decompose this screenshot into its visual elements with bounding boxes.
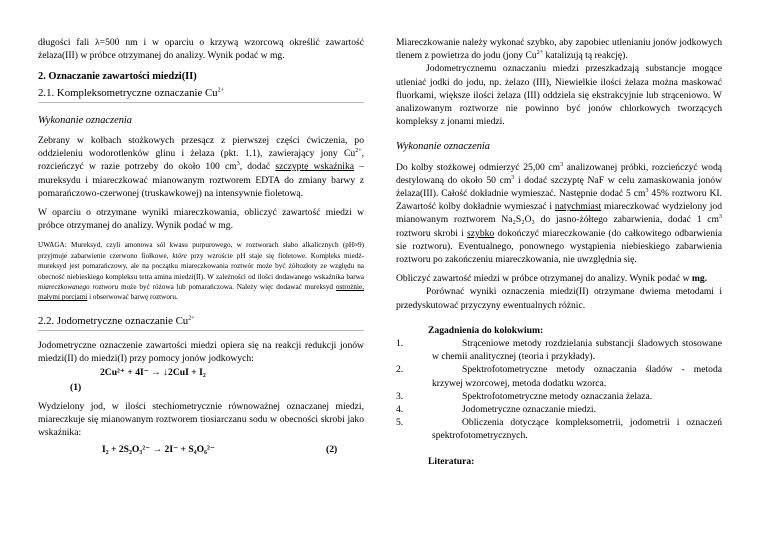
r3-underlined-1: natychmiast: [554, 201, 602, 213]
r4-a: Obliczyć zawartość miedzi w próbce otrzymanej do analizy. Wynik podać w: [396, 273, 692, 285]
questions-heading: Zagadnienia do kolokwium:: [428, 324, 544, 336]
note-underlined: ostrożnie, małymi porcjami: [38, 283, 365, 302]
r3-underlined-2: szybko: [467, 227, 495, 239]
p1-underlined: szczyptę wskaźnika: [275, 161, 355, 173]
calc-paragraph-1: [38, 206, 364, 232]
r1-b: katalizują tą reakcję).: [543, 50, 628, 62]
literature-heading: Literatura:: [428, 455, 475, 467]
item-text: Strąceniowe metody rozdzielania substancji śladowych stosowane w chemii analitycznej (teoria i przykłady).: [432, 338, 722, 363]
r3-sup-a: 3: [560, 161, 564, 168]
subsection-1-sup: 2+: [217, 87, 224, 94]
subsection-2-sup: 2+: [188, 315, 195, 322]
p1-a: Zebrany w kolbach stożkowych przesącz z pierwszej części ćwiczenia, po oddzieleniu wodorotlenków glinu i żelaza (pkt. 1.1), zawierający jony Cu: [38, 135, 364, 160]
section-heading-copper: 2. Oznaczanie zawartości miedzi(II): [38, 71, 197, 83]
note-b: przy wzroście pH staje się fioletowe. Kompleks miedź-mureksyd jest pomarańczowy, ale na początku miareczkowania roztwór może być żółtozłoty ze względu na obecność niebieskiego kompleksu tetra amina miedzi(II). W zależności od ilości dodawanego wskaźnika barwa: [38, 251, 364, 281]
list-item: [396, 390, 722, 403]
equation-1-number: [38, 381, 364, 394]
r3-sup-c: 3: [645, 187, 649, 194]
right-procedure-paragraph: [396, 161, 722, 267]
r2-text: Jodometrycznemu oznaczaniu miedzi przeszkadzają substancje mogące utleniać jodki do jodu, np. żelazo (III), Niewielkie ilości żelaza można maskować fluorkami, większe ilości żelaza (III) oddziela się ekstrakcyjnie lub strąceniowo. W analizowanym roztworze nie powinno być jonów chlorkowych tworzących kompleksy z jonami miedzi.: [396, 63, 722, 128]
r3-e: miareczkować wydzielony jod mianowanym roztworem Na₂S₂O₃ do jasno-żółtego zabarwienia, dodać 1 cm: [396, 201, 722, 226]
p1-c: , dodać: [239, 161, 276, 173]
iodometric-paragraph-2: [38, 400, 364, 440]
right-compare-paragraph: [396, 285, 722, 311]
item-number: 3.: [396, 390, 404, 402]
r1-sup: 2+: [536, 50, 544, 57]
equation-2-text: I₂ + 2S₂O₃²⁻ → 2I⁻ + S₄O₆²⁻: [102, 443, 215, 455]
note-a: UWAGA: Mureksyd, czyli amonowa sól kwasu purpurowego, w roztworach słabo alkalicznych (pH≈9) przyjmuje zabarwienie czerwono fiołkowe,: [38, 241, 364, 260]
item-number: 4.: [396, 404, 404, 416]
r3-f: roztworu skrobi i: [396, 227, 468, 239]
note-paragraph: [38, 240, 364, 302]
r3-g: dokończyć miareczkowanie (do całkowitego odbarwienia sie roztworu). Eventualnego, ponownego wystąpienia niebieskiego zabarwienia roztworu po zakończeniu miareczkowania, nie uwzględnia się.: [396, 227, 722, 266]
subsection-heading-iodometric: [38, 315, 364, 331]
list-item: [396, 416, 722, 442]
note-i2: miareczkowanego roztworu: [38, 283, 119, 292]
p1-sup2: 3: [236, 161, 240, 168]
p2-text: W oparciu o otrzymane wyniki miareczkowania, obliczyć zawartość miedzi w próbce otrzymanej do analizy. Wynik podać w mg.: [38, 207, 364, 232]
r3-c: i dodać szczyptę NaF w celu zamaskowania jonów żelaza(III). Całość dokładnie wymieszać. Następnie dodać 5 cm: [396, 174, 723, 200]
item-number: 2.: [396, 364, 404, 376]
r3-a: Do kolby stożkowej odmierzyć 25,00 cm: [396, 161, 561, 173]
right-paragraph-2: [396, 62, 722, 128]
item-number: 5.: [396, 417, 404, 429]
subsection-heading-complexometric: [38, 87, 364, 103]
p1-b: , rozcieńczyć w razie potrzeby do około 100 cm: [38, 148, 364, 173]
p4-text: Wydzielony jod, w ilości stechiometrycznie równoważnej oznaczanej miedzi, miareczkuje się mianowanym roztworem tiosiarczanu sodu w obecności skrobi jako wskaźnika:: [38, 400, 364, 439]
r3-sup-b: 3: [511, 174, 515, 181]
left-column: [38, 34, 364, 456]
item-text: Jodometryczne oznaczanie miedzi.: [462, 404, 596, 416]
p1-d: – mureksydu i miareczkować mianowanym roztworem EDTA do zmiany barwy z pomarańczowo-czerwonej (truskawkowej) na intensywnie fioletową.: [38, 161, 364, 199]
equation-2: [38, 443, 364, 456]
right-calc-paragraph: [396, 272, 722, 285]
right-column: [396, 34, 722, 468]
procedure-paragraph-1: [38, 134, 364, 200]
r3-d: 45% roztworu KI. Zawartość kolby dokładnie wymieszać i: [396, 188, 722, 213]
item-text: Obliczenia dotyczące kompleksometrii, jodometrii i oznaczeń spektrofotometrycznych.: [432, 417, 722, 442]
intro-paragraph: [38, 36, 364, 62]
note-i1: które: [172, 251, 187, 260]
equation-1: [38, 366, 364, 379]
list-item: [396, 337, 722, 363]
questions-list: [396, 337, 722, 443]
p3-text: Jodometryczne oznaczenie zawartości miedzi opiera się na reakcji redukcji jonów miedzi(II) do miedzi(I) przy pomocy jonów jodkowych:: [38, 340, 364, 365]
p1-sup: 2+: [355, 148, 362, 155]
iodometric-intro: [38, 339, 364, 365]
equation-2-num: (2): [326, 443, 338, 455]
r1-a: Miareczkowanie należy wykonać szybko, aby zapobiec utlenianiu jonów jodkowych tlenem z powietrza do jodu (jony Cu: [396, 37, 722, 62]
subsection-2-text: 2.2. Jodometryczne oznaczanie Cu: [38, 314, 189, 327]
intro-text: długości fali λ=500 nm i w oparciu o krzywą wzorcową określić zawartość żelaza(III) w próbce otrzymanej do analizy. Wynik podać w mg.: [38, 37, 364, 62]
list-item: [396, 403, 722, 416]
item-text: Spektrofotometryczne metody oznaczania żelaza.: [462, 390, 653, 402]
r3-sup-d: 3: [719, 214, 722, 221]
note-c: może być różowa lub pomarańczowa. Należy więc dodawać mureksyd: [118, 283, 336, 292]
procedure-heading-2: Wykonanie oznaczenia: [396, 141, 490, 153]
item-number: 1.: [396, 338, 404, 350]
item-text: Spektrofotometryczne metody oznaczania śladów - metoda krzywej wzorcowej, metoda dodatku wzorca.: [432, 364, 722, 389]
procedure-heading-1: Wykonanie oznaczenia: [38, 114, 132, 126]
r5-text: Porównać wyniki oznaczenia miedzi(II) otrzymane dwiema metodami i przedyskutować przyczyny ewentualnych różnic.: [396, 286, 722, 311]
equation-1-num: (1): [70, 381, 82, 393]
r4-b: mg.: [691, 273, 708, 285]
equation-1-text: 2Cu²⁺ + 4I⁻ → ↓2CuI + I₂: [100, 367, 206, 379]
r3-b: analizowanej próbki, rozcieńczyć wodą destylowaną do około 50 cm: [396, 161, 723, 186]
subsection-1-text: 2.1. Kompleksometryczne oznaczanie Cu: [38, 86, 218, 99]
list-item: [396, 363, 722, 389]
note-d: i obserwować barwę roztworu.: [87, 293, 178, 302]
right-paragraph-1: [396, 36, 722, 62]
